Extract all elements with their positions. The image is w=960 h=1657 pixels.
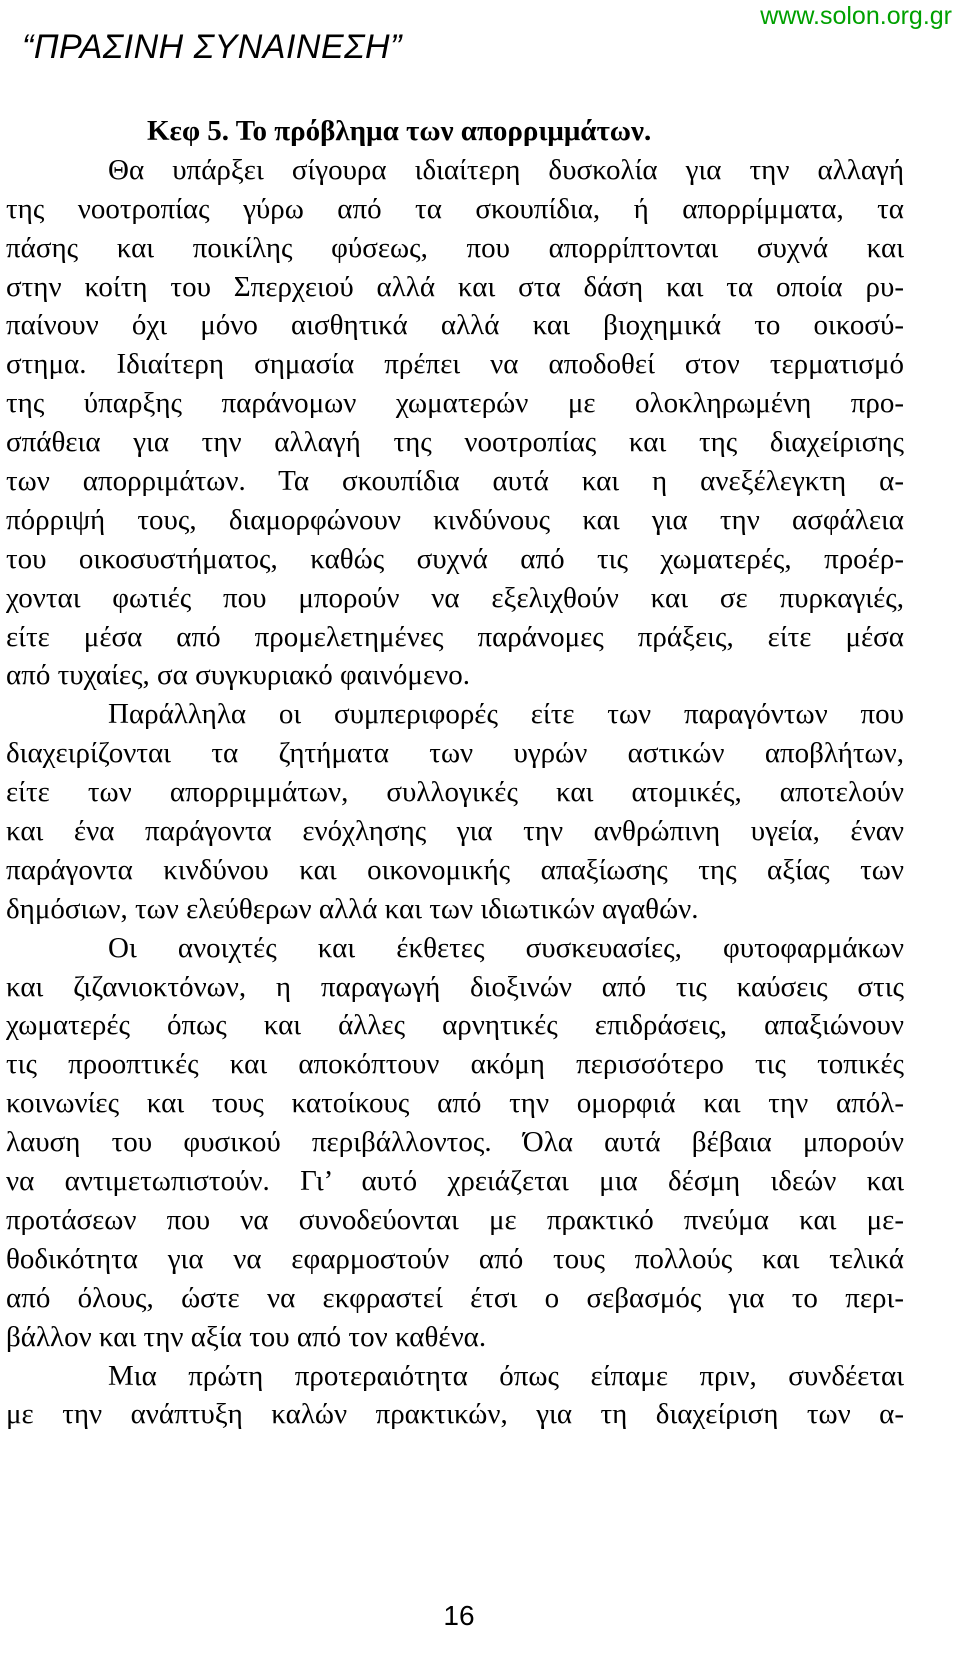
text-line: της ύπαρξης παράνομων χωματερών με ολοκληρωμένη προ- — [6, 387, 904, 420]
text-line: Μια πρώτη προτεραιότητα όπως είπαμε πριν, συνδέεται — [108, 1359, 904, 1392]
text-line: Οι ανοιχτές και έκθετες συσκευασίες, φυτοφαρμάκων — [108, 931, 904, 964]
paragraph-3 — [6, 929, 904, 1357]
text-line: σπάθεια για την αλλαγή της νοοτροπίας και της διαχείρισης — [6, 426, 904, 459]
page-number: 16 — [443, 1600, 475, 1631]
paragraph-2 — [6, 695, 904, 928]
text-line: στην κοίτη του Σπερχειού αλλά και στα δάση και τα οποία ρυ- — [6, 270, 904, 303]
text-line: λαυση του φυσικού περιβάλλοντος. Όλα αυτά βέβαια μπορούν — [6, 1126, 904, 1159]
text-line: Παράλληλα οι συμπεριφορές είτε των παραγόντων που — [108, 698, 904, 731]
text-line: δημόσιων, των ελεύθερων αλλά και των ιδιωτικών αγαθών. — [6, 892, 699, 925]
text-line: με την ανάπτυξη καλών πρακτικών, για τη διαχείριση των α- — [6, 1398, 904, 1431]
text-line: κοινωνίες και τους κατοίκους από την ομορφιά και την απόλ- — [6, 1087, 904, 1120]
text-line: της νοοτροπίας γύρω από τα σκουπίδια, ή απορρίμματα, τα — [6, 192, 904, 225]
text-line: του οικοσυστήματος, καθώς συχνά από τις χωματερές, προέρ- — [6, 542, 904, 575]
text-line: και ένα παράγοντα ενόχλησης για την ανθρώπινη υγεία, έναν — [6, 815, 904, 848]
text-line: Θα υπάρξει σίγουρα ιδιαίτερη δυσκολία για την αλλαγή — [108, 153, 904, 186]
text-line: προτάσεων που να συνοδεύονται με πρακτικό πνεύμα και με- — [6, 1203, 904, 1236]
text-line: θοδικότητα για να εφαρμοστούν από τους πολλούς και τελικά — [6, 1242, 904, 1275]
text-line: από τυχαίες, σα συγκυριακό φαινόμενο. — [6, 659, 470, 692]
paragraph-4 — [6, 1357, 904, 1435]
text-line: πάσης και ποικίλης φύσεως, που απορρίπτονται συχνά και — [6, 231, 904, 264]
header-title: “ΠΡΑΣΙΝΗ ΣΥΝΑΙΝΕΣΗ” — [22, 28, 402, 66]
document-body — [6, 112, 904, 1434]
text-line: από όλους, ώστε να εκφραστεί έτσι ο σεβασμός για το περι- — [6, 1281, 904, 1314]
text-line: των απορριμάτων. Τα σκουπίδια αυτά και η ανεξέλεγκτη α- — [6, 465, 904, 498]
text-line: πόρριψή τους, διαμορφώνουν κινδύνους και για την ασφάλεια — [6, 503, 904, 536]
text-line: βάλλον και την αξία του από τον καθένα. — [6, 1320, 487, 1353]
text-line: παίνουν όχι μόνο αισθητικά αλλά και βιοχημικά το οικοσύ- — [6, 309, 904, 342]
text-line: να αντιμετωπιστούν. Γι’ αυτό χρειάζεται μια δέσμη ιδεών και — [6, 1165, 904, 1198]
header-url-link[interactable]: www.solon.org.gr — [760, 2, 952, 30]
text-line: τις προοπτικές και αποκόπτουν ακόμη περισσότερο τις τοπικές — [6, 1048, 904, 1081]
text-line: διαχειρίζονται τα ζητήματα των υγρών αστικών αποβλήτων, — [6, 737, 904, 770]
text-line: χωματερές όπως και άλλες αρνητικές επιδράσεις, απαξιώνουν — [6, 1009, 904, 1042]
text-line: παράγοντα κινδύνου και οικονομικής απαξίωσης της αξίας των — [6, 853, 904, 886]
text-line: είτε των απορριμμάτων, συλλογικές και ατομικές, αποτελούν — [6, 776, 904, 809]
chapter-heading: Κεφ 5. Το πρόβλημα των απορριμμάτων. — [147, 115, 652, 147]
text-line: είτε μέσα από προμελετημένες παράνομες πράξεις, είτε μέσα — [6, 620, 904, 653]
paragraph-1 — [6, 151, 904, 695]
text-line: χονται φωτιές που μπορούν να εξελιχθούν και σε πυρκαγιές, — [6, 581, 904, 614]
text-line: στημα. Ιδιαίτερη σημασία πρέπει να αποδοθεί στον τερματισμό — [6, 348, 904, 381]
text-line: και ζιζανιοκτόνων, η παραγωγή διοξινών από τις καύσεις στις — [6, 970, 904, 1003]
